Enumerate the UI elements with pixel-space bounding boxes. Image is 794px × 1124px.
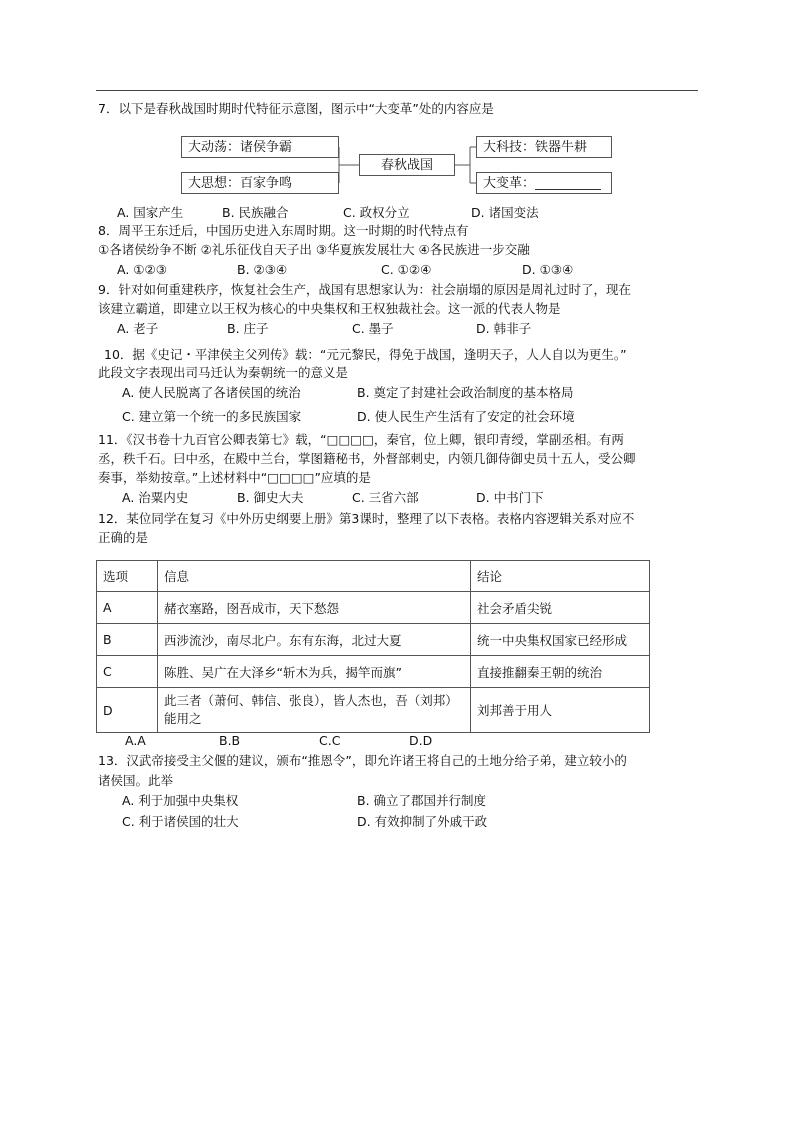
q9-option-b: B. 庄子 [227,321,269,336]
q9-option-d: D. 韩非子 [476,321,532,336]
table-row [97,656,650,688]
q11-option-b: B. 御史大夫 [237,490,304,505]
table-cell: 社会矛盾尖锐 [471,592,650,624]
q13-option-a: A. 利于加强中央集权 [122,793,239,808]
table-cell: B [97,624,158,656]
table-row [97,592,650,624]
q9-option-a: A. 老子 [117,321,159,336]
diagram-box-reform [476,172,612,194]
q8-stem: 8．周平王东迁后，中国历史进入东周时期。这一时期的时代特点有 [98,223,469,238]
table-cell: 赭衣塞路，囹吾成市，天下愁怨 [158,592,471,624]
q7-option-b: B. 民族融合 [222,205,289,220]
diagram-reform-label: 大变革： [483,176,536,191]
table-cell: A [97,592,158,624]
q12-option-a: A.A [125,733,146,748]
q12-option-c: C.C [319,733,341,748]
diagram-box-thought: 大思想：百家争鸣 [181,172,339,194]
q12-line2: 正确的是 [98,530,149,545]
q11-line2: 丞，秩千石。曰中丞，在殿中兰台，掌图籍秘书，外督部刺史，内领几御侍御史员十五人，受公卿 [98,451,636,466]
q11-option-a: A. 治粟内史 [122,490,189,505]
q13-option-c: C. 利于诸侯国的壮大 [122,814,239,829]
table-header-cell: 信息 [158,561,471,592]
table-header-row [97,561,650,592]
q8-option-c: C. ①②④ [381,262,432,277]
q10-option-a: A. 使人民脱离了各诸侯国的统治 [122,385,301,400]
q12-option-b: B.B [219,733,241,748]
table-cell: C [97,656,158,688]
q8-option-b: B. ②③④ [237,262,288,277]
table-cell: 刘邦善于用人 [471,688,650,733]
table-row [97,624,650,656]
q10-line2: 此段文字表现出司马迁认为秦朝统一的意义是 [98,365,349,380]
table-cell: 西涉流沙，南尽北户。东有东海，北过大夏 [158,624,471,656]
q11-option-d: D. 中书门下 [476,490,544,505]
q12-table [96,560,650,733]
q7-option-a: A. 国家产生 [117,205,184,220]
q12-line1: 12．某位同学在复习《中外历史纲要上册》第3课时，整理了以下表格。表格内容逻辑关系对应不 [98,511,635,526]
table-cell: 统一中央集权国家已经形成 [471,624,650,656]
diagram-box-turmoil: 大动荡：诸侯争霸 [181,136,339,158]
table-row [97,688,650,733]
q7-option-c: C. 政权分立 [343,205,410,220]
q7-stem: 7．以下是春秋战国时期时代特征示意图，图示中“大变革”处的内容应是 [98,101,494,116]
q7-option-d: D. 诸国变法 [471,205,539,220]
table-cell: D [97,688,158,733]
q10-option-b: B. 奠定了封建社会政治制度的基本格局 [357,385,574,400]
q10-option-c: C. 建立第一个统一的多民族国家 [122,409,302,424]
q8-option-d: D. ①③④ [522,262,574,277]
q11-option-c: C. 三省六部 [352,490,419,505]
q9-line1: 9．针对如何重建秩序，恢复社会生产，战国有思想家认为：社会崩塌的原因是周礼过时了，现在 [98,282,631,297]
q11-line1: 11．《汉书卷十九百官公卿表第七》载，“□□□□，秦官，位上卿，银印青绶，掌副丞相。有两 [98,432,624,447]
q7-diagram-connectors [0,0,794,220]
table-cell: 直接推翻秦王朝的统治 [471,656,650,688]
q8-option-a: A. ①②③ [117,262,167,277]
q9-option-c: C. 墨子 [352,321,394,336]
table-cell: 陈胜、吴广在大泽乡“斩木为兵，揭竿而旗” [158,656,471,688]
q12-option-d: D.D [409,733,433,748]
q10-line1: 10．据《史记・平津侯主父列传》载：“元元黎民，得免于战国，逢明天子，人人自以为更生。” [104,347,627,362]
diagram-box-tech: 大科技：铁器牛耕 [476,136,612,158]
table-header-cell: 结论 [471,561,650,592]
q13-line1: 13．汉武帝接受主父偃的建议，颁布“推恩令”，即允许诸王将自己的土地分给子弟，建立较小的 [98,753,627,768]
table-cell: 此三者（萧何、韩信、张良），皆人杰也，吾（刘邦）能用之 [158,688,471,733]
q10-option-d: D. 使人民生产生活有了安定的社会环境 [357,409,575,424]
q13-option-d: D. 有效抑制了外戚干政 [357,814,488,829]
answer-blank [535,175,601,190]
q11-line3: 奏事，举劾按章。”上述材料中“□□□□”应填的是 [98,470,371,485]
table-header-cell: 选项 [97,561,158,592]
q9-line2: 该建立霸道，即建立以王权为核心的中央集权和王权独裁社会。这一派的代表人物是 [98,301,561,316]
q13-line2: 诸侯国。此举 [98,773,174,788]
q13-option-b: B. 确立了郡国并行制度 [357,793,487,808]
q8-items: ①各诸侯纷争不断 ②礼乐征伐自天子出 ③华夏族发展壮大 ④各民族进一步交融 [98,242,530,257]
diagram-box-center: 春秋战国 [359,154,455,176]
